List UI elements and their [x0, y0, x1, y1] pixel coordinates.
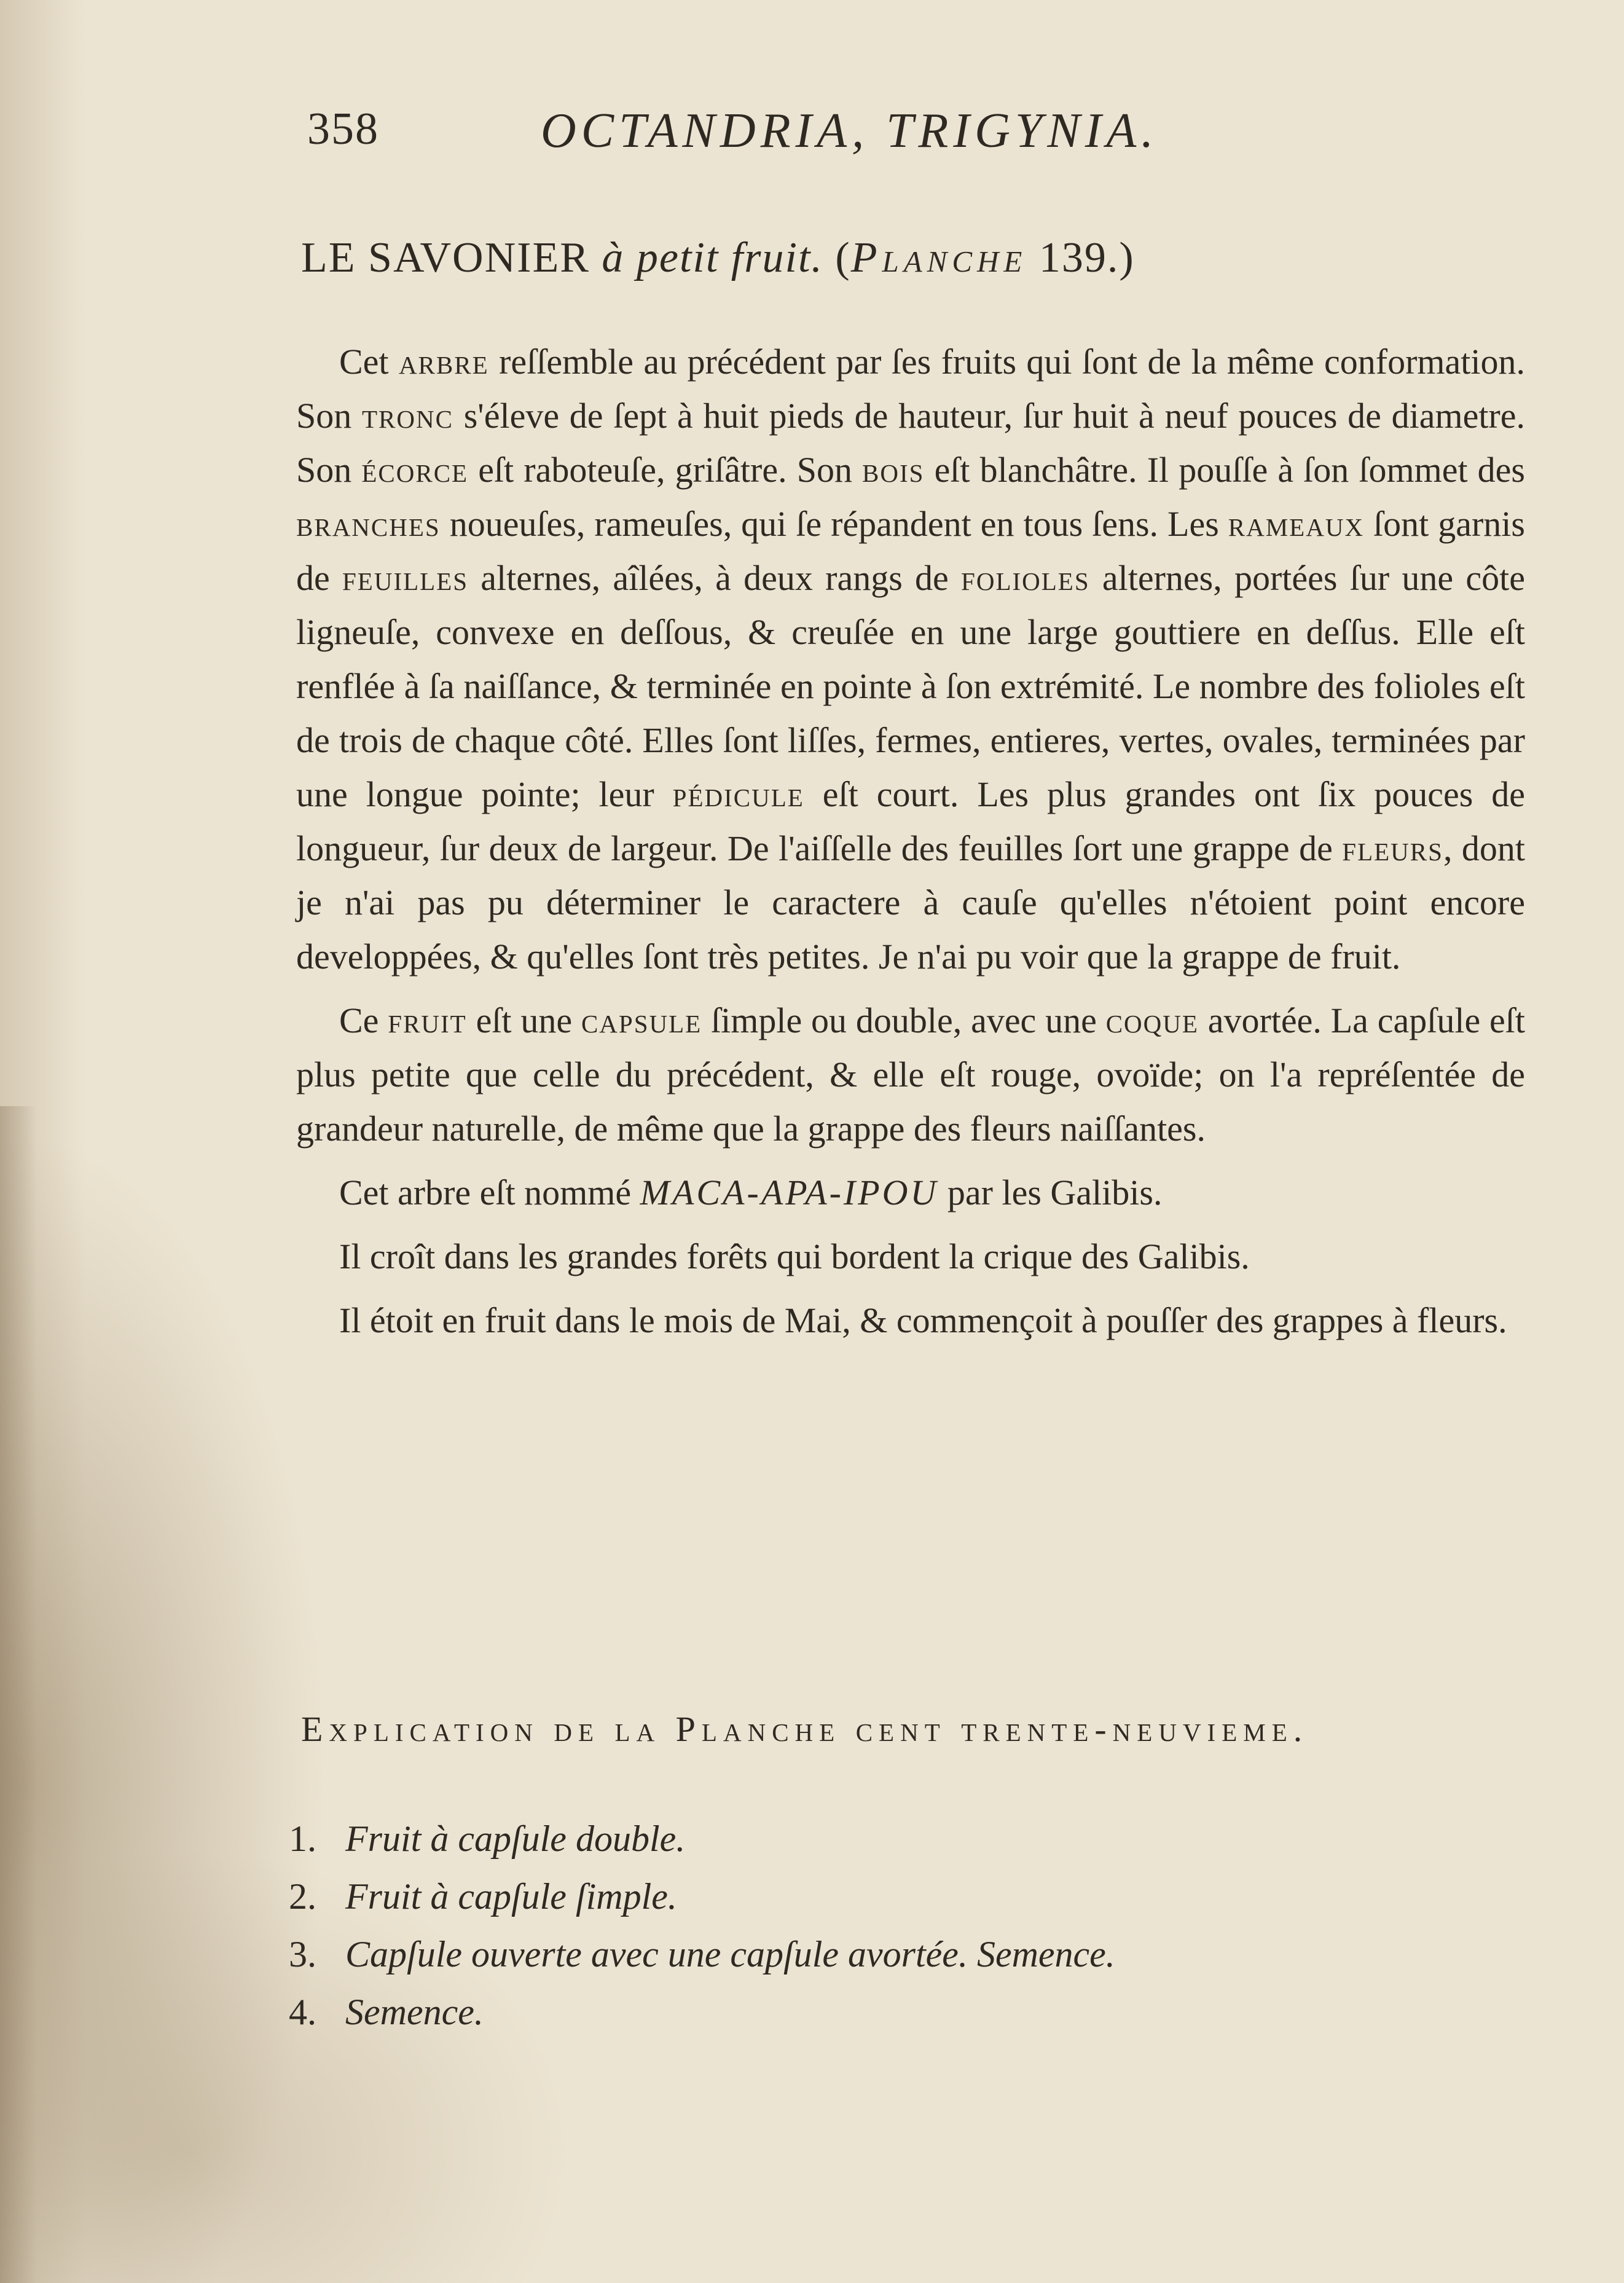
plate-item-number: 4. [289, 1992, 316, 2032]
page-number: 358 [307, 104, 379, 154]
plate-item-number: 3. [289, 1934, 316, 1975]
title-plate-number: 139.) [1038, 234, 1135, 281]
text-run: ſont garnis de [296, 504, 1525, 598]
section-title [301, 234, 1135, 283]
small-caps-term: écorce [361, 450, 469, 490]
body-text [296, 335, 1525, 1358]
plate-list-item [289, 1925, 1115, 1983]
plate-list-item [289, 1810, 1115, 1868]
small-caps-term: arbre [398, 342, 489, 382]
title-name: LE SAVONIER [301, 234, 590, 281]
small-caps-term: feuilles [342, 558, 469, 598]
running-head: OCTANDRIA, TRIGYNIA. [541, 104, 1159, 158]
plate-item-caption: Capſule ouverte avec une capſule avortée. Semence. [345, 1934, 1115, 1975]
small-caps-term: tronc [362, 396, 453, 436]
small-caps-term: pédicule [672, 774, 804, 814]
title-plate-open: ( [835, 234, 851, 281]
text-run: par les Galibis. [938, 1173, 1163, 1212]
small-caps-term: fleurs [1342, 828, 1443, 868]
text-run: eſt court. Les plus grandes ont ſix pouces de longueur, ſur deux de largeur. De l'aiſſelle des feuilles ſort une grappe de [296, 774, 1525, 868]
plate-list [289, 1810, 1115, 2041]
paragraph [296, 335, 1525, 984]
text-run: noueuſes, rameuſes, qui ſe répandent en tous ſens. Les [440, 504, 1228, 544]
text-run: ſimple ou double, avec une [702, 1000, 1106, 1040]
plate-item-caption: Fruit à capſule ſimple. [345, 1876, 677, 1917]
small-caps-term: bois [862, 450, 925, 490]
text-run: eſt raboteuſe, griſâtre. Son [468, 450, 863, 490]
text-run: alternes, aîlées, à deux rangs de [468, 558, 962, 598]
plate-item-caption: Fruit à capſule double. [345, 1818, 686, 1859]
title-epithet: à petit fruit. [602, 234, 823, 281]
small-caps-term: capsule [581, 1000, 702, 1040]
small-caps-term: fruit [388, 1000, 467, 1040]
page-header [307, 103, 1352, 171]
small-caps-term: folioles [961, 558, 1090, 598]
paragraph [296, 1166, 1525, 1220]
text-run: , dont je n'ai pas pu déterminer le caractere à cauſe qu'elles n'étoient point encore developpées, & qu'elles ſont très petites. Je n'ai pu voir que la grappe de fruit. [296, 828, 1525, 976]
paragraph [296, 994, 1525, 1156]
text-run: Il croît dans les grandes forêts qui bordent la crique des Galibis. [339, 1236, 1250, 1276]
small-caps-term: branches [296, 504, 441, 544]
text-run: eſt une [466, 1000, 581, 1040]
explication-heading: Explication de la Planche cent trente-neuvieme. [301, 1709, 1309, 1749]
title-plate-word: Planche [850, 234, 1027, 281]
small-caps-term: rameaux [1228, 504, 1365, 544]
paragraph [296, 1294, 1525, 1348]
plate-item-number: 2. [289, 1876, 316, 1917]
small-caps-term: coque [1105, 1000, 1199, 1040]
plate-item-number: 1. [289, 1818, 316, 1859]
text-run: Ce [339, 1000, 388, 1040]
text-run: avortée. La capſule eſt plus petite que celle du précédent, & elle eſt rouge, ovoïde; on l'a repréſentée de grandeur naturelle, de même que la grappe des fleurs naiſſantes. [296, 1000, 1525, 1149]
page-shadow [0, 1106, 37, 2283]
text-run: s'éleve de ſept à huit pieds de hauteur, ſur huit à neuf pouces de diametre. Son [296, 396, 1525, 490]
italic-term: MACA-APA-IPOU [640, 1173, 939, 1212]
plate-list-item [289, 1983, 1115, 2041]
text-run: alternes, portées ſur une côte ligneuſe, convexe en deſſous, & creuſée en une large gouttiere en deſſus. Elle eſt renflée à ſa naiſſance, & terminée en pointe à ſon extrémité. Le nombre des folioles eſt de trois de chaque côté. Elles ſont liſſes, fermes, entieres, vertes, ovales, terminées par une longue pointe; leur [296, 558, 1525, 814]
text-run: Cet arbre eſt nommé [339, 1173, 640, 1212]
text-run: Cet [339, 342, 399, 382]
text-run: Il étoit en fruit dans le mois de Mai, & commençoit à pouſſer des grappes à fleurs. [339, 1300, 1507, 1340]
text-run: eſt blanchâtre. Il pouſſe à ſon ſommet des [924, 450, 1525, 490]
text-run: reſſemble au précédent par ſes fruits qui ſont de la même conformation. Son [296, 342, 1525, 436]
plate-item-caption: Semence. [345, 1992, 484, 2032]
paragraph [296, 1230, 1525, 1284]
plate-list-item [289, 1868, 1115, 1925]
